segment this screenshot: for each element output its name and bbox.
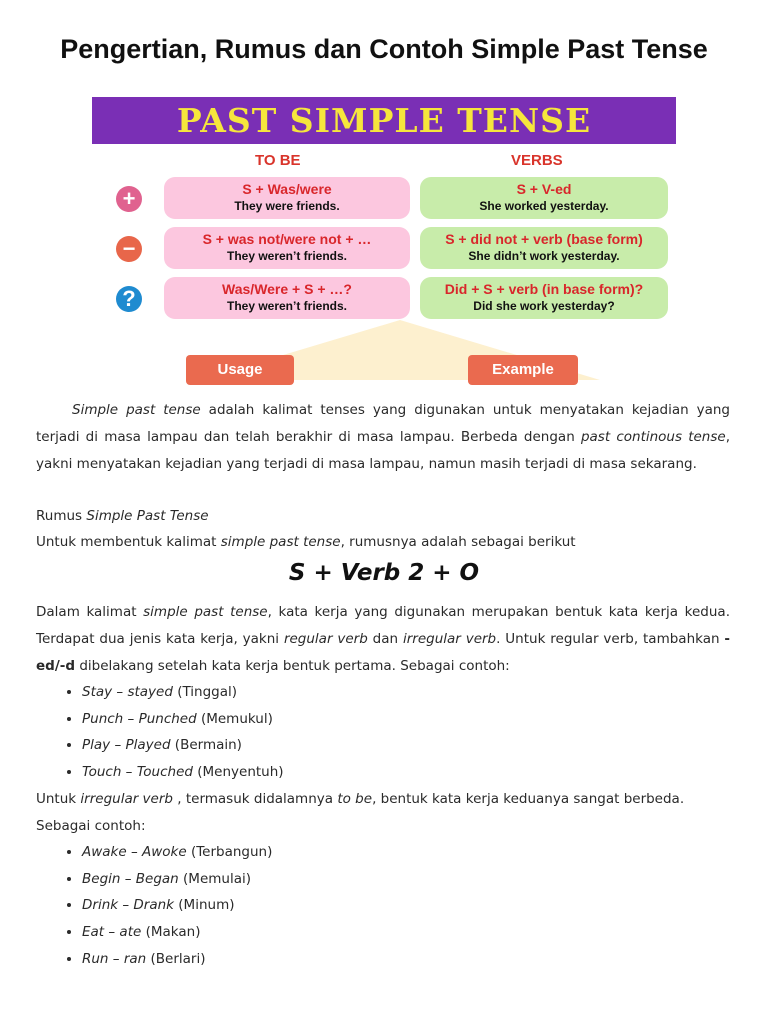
to-be-question-formula: Was/Were + S + …? [222,281,352,297]
list-item-meaning: (Minum) [174,897,235,914]
verb-positive-box [420,177,668,219]
verb-negative-box [420,227,668,269]
question-icon: ? [116,286,142,312]
list-item-verb: Drink – Drank [82,897,174,914]
irregular-text-3: , bentuk kata kerja keduanya sangat berbeda. Sebagai contoh: [36,791,685,834]
usage-label: Usage [186,355,294,385]
verb-positive-example: She worked yesterday. [479,199,609,213]
minus-icon: − [116,236,142,262]
intro-text-2: , yakni menyatakan kejadian yang terjadi di masa lampau, namun masih terjadi di masa sekarang. [36,429,731,472]
irregular-verb-paragraph [36,786,730,840]
list-item-verb: Run – ran [82,950,147,967]
irregular-term-2: to be [337,791,373,807]
list-item-meaning: (Menyentuh) [192,764,284,781]
verb-negative-example: She didn’t work yesterday. [468,249,620,263]
rumus-heading [36,503,736,530]
list-item-verb: Begin – Began [82,870,179,887]
formula: S + Verb 2 + O [288,560,480,586]
list-item-verb: Eat – ate [82,924,142,941]
irregular-text-1: Untuk [36,791,81,807]
list-item-verb: Punch – Punched [82,710,197,727]
list-item-meaning: (Tinggal) [172,684,238,700]
regular-suffix-bold: -ed/-d [36,631,731,674]
regular-term-1: simple past tense [143,604,268,620]
verb-positive-formula: S + V-ed [516,181,572,197]
irregular-text-2: , termasuk didalamnya [172,791,338,807]
irregular-verb-list [36,839,272,973]
regular-verb-list [36,679,284,786]
list-item-verb: Play – Played [82,737,171,754]
list-item [82,892,272,919]
rumus-line-term: simple past tense [220,534,341,550]
rumus-heading-prefix: Rumus [36,508,87,524]
list-item-verb: Stay – stayed [82,684,173,700]
intro-text-1: adalah kalimat tenses yang digunakan untuk menyatakan kejadian yang terjadi di masa lampau dan telah berakhir di masa lampau. Berbeda dengan [36,402,731,445]
list-item [82,919,272,946]
intro-paragraph [36,397,730,478]
to-be-positive-box [164,177,410,219]
list-item-meaning: (Berlari) [146,950,206,967]
intro-term-2: past continous tense [580,429,726,445]
page-title: Pengertian, Rumus dan Contoh Simple Past Tense [60,34,708,64]
regular-verb-paragraph [36,599,730,680]
verb-negative-formula: S + did not + verb (base form) [445,231,643,247]
regular-text-1: Dalam kalimat [36,604,144,620]
verbs-column-label: VERBS [511,152,563,169]
list-item-verb: Awake – Awoke [82,844,187,860]
plus-icon: + [116,186,142,212]
list-item [82,759,284,786]
verb-question-example: Did she work yesterday? [473,299,615,313]
list-item [82,866,272,893]
rumus-line [36,529,736,556]
list-item [82,679,284,706]
list-item-meaning: (Terbangun) [186,844,273,860]
to-be-question-example: They weren’t friends. [226,299,348,313]
to-be-negative-box [164,227,410,269]
regular-text-3: dan [367,631,403,647]
verb-question-box [420,277,668,319]
list-item-meaning: (Memulai) [178,870,252,887]
to-be-question-box [164,277,410,319]
regular-term-3: irregular verb [402,631,497,647]
list-item-meaning: (Bermain) [170,737,242,754]
list-item-verb: Touch – Touched [82,764,193,781]
regular-term-2: regular verb [283,631,368,647]
list-item-meaning: (Makan) [141,924,201,941]
list-item [82,839,272,866]
rumus-line-suffix: , rumusnya adalah sebagai berikut [340,534,576,550]
regular-text-2: , kata kerja yang digunakan merupakan bentuk kata kerja kedua. Terdapat dua jenis kata kerja, yakni [36,604,730,647]
intro-term: Simple past tense [72,402,201,418]
past-simple-tense-infographic [92,97,676,387]
to-be-column-label: TO BE [255,152,301,169]
rumus-line-prefix: Untuk membentuk kalimat [36,534,221,550]
to-be-negative-formula: S + was not/were not + … [202,231,372,247]
to-be-negative-example: They weren’t friends. [226,249,348,263]
example-label: Example [468,355,578,385]
list-item-meaning: (Memukul) [196,710,273,727]
rumus-heading-term: Simple Past Tense [86,508,209,524]
irregular-term-1: irregular verb [80,791,173,807]
regular-text-4: . Untuk regular verb, tambahkan [496,631,725,647]
infographic-heading: PAST SIMPLE TENSE [92,97,676,144]
list-item [82,946,272,973]
regular-text-5: dibelakang setelah kata kerja bentuk pertama. Sebagai contoh: [75,658,510,674]
to-be-positive-example: They were friends. [234,199,340,213]
list-item [82,706,284,733]
verb-question-formula: Did + S + verb (in base form)? [444,281,644,297]
to-be-positive-formula: S + Was/were [242,181,332,197]
list-item [82,732,284,759]
